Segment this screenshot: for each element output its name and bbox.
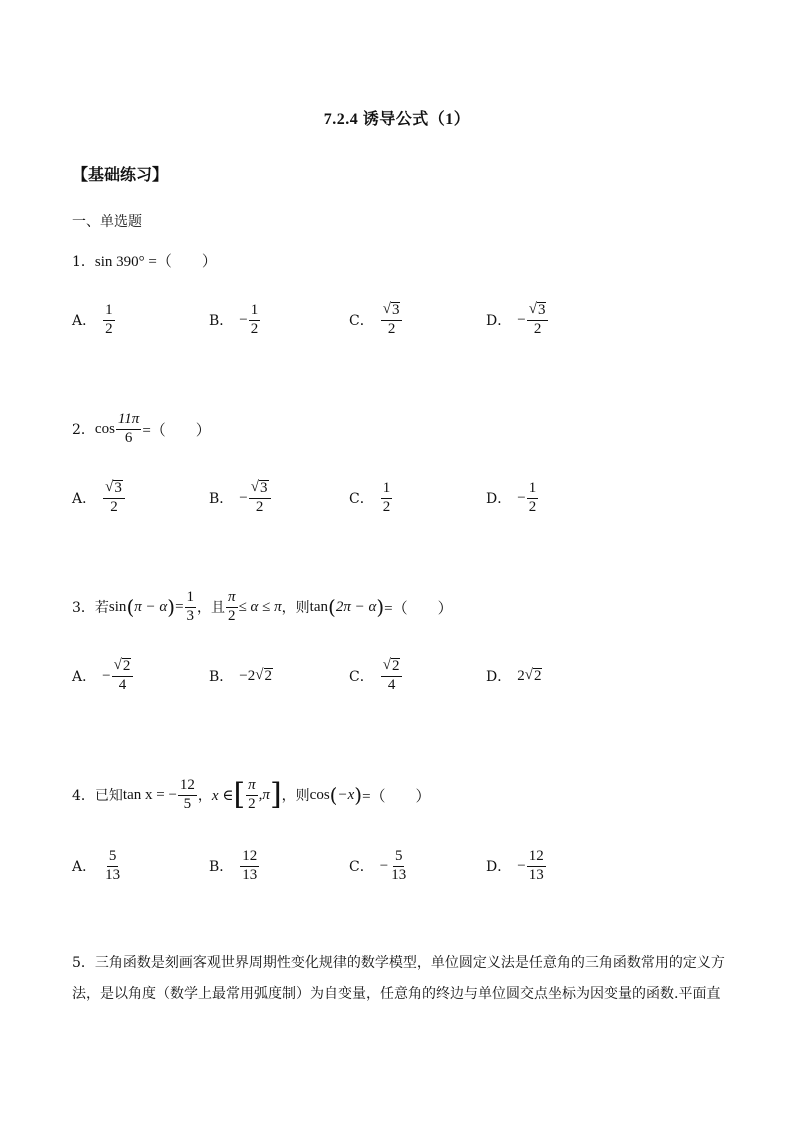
- question-4-number: 4．: [72, 788, 95, 805]
- q1-option-c[interactable]: [349, 300, 403, 340]
- fraction: $\frac{1}{2}$: [528, 479, 537, 515]
- option-letter: C．: [349, 859, 374, 875]
- option-letter: A．: [72, 313, 97, 329]
- q3-option-b[interactable]: [209, 656, 273, 696]
- minus-sign: −: [379, 857, 389, 874]
- option-letter: D．: [486, 313, 512, 329]
- q2-option-b[interactable]: [209, 478, 272, 518]
- q1-option-a[interactable]: [72, 300, 116, 340]
- minus-sign: −: [102, 667, 111, 684]
- text-yizhi: 已知: [94, 788, 123, 805]
- tan-expression: tan x = −: [122, 786, 177, 803]
- fraction: $\frac{\pi}{2}$: [228, 589, 236, 624]
- q2-option-d[interactable]: [486, 478, 539, 518]
- q3-option-c[interactable]: [349, 656, 403, 696]
- q4-option-b[interactable]: [209, 846, 260, 886]
- sqrt: √ 3: [382, 301, 400, 319]
- question-2: [72, 412, 211, 447]
- sqrt: √ 3: [528, 301, 546, 319]
- fraction: $\frac{12}{13}$: [242, 847, 258, 883]
- sqrt: √ 2: [255, 666, 272, 684]
- text-ze: ，则: [281, 788, 310, 805]
- right-paren: ): [167, 595, 176, 620]
- fraction: √ 3 2: [103, 480, 125, 516]
- minus-sign: −: [517, 857, 526, 874]
- fraction: √ 3 2: [249, 480, 271, 516]
- sin-argument: π − α: [134, 598, 168, 615]
- minus-sign: −: [517, 311, 526, 328]
- sqrt: √ 2: [113, 657, 131, 675]
- cos-function: cos: [94, 420, 115, 437]
- option-letter: A．: [72, 669, 97, 685]
- inequality: ≤ α ≤ π: [238, 598, 282, 615]
- question-5-text: 5．三角函数是刻画客观世界周期性变化规律的数学模型，单位圆定义法是任意角的三角函数常用的定义方法，是以角度（数学上最常用弧度制）为自变量，任意角的终边与单位圆交点坐标为因变量的函数.平面直: [72, 955, 725, 1002]
- fraction: $\frac{12}{13}$: [528, 847, 544, 883]
- q2-option-c[interactable]: [349, 478, 393, 518]
- question-2-options: [72, 478, 732, 518]
- fraction: $\frac{1}{2}$: [105, 301, 113, 337]
- fraction: $\frac{11\pi}{6}$: [117, 411, 140, 446]
- fraction: √ 2 4: [381, 658, 403, 694]
- sqrt: √ 3: [105, 479, 122, 497]
- question-1: [72, 250, 217, 271]
- text-ze: ，则: [281, 600, 310, 617]
- question-1-stem: sin 390° =（ ）: [94, 254, 217, 270]
- question-3-number: 3．: [72, 600, 95, 617]
- question-1-number: 1．: [72, 253, 95, 270]
- text-ruo: 若: [94, 600, 109, 617]
- question-2-tail: =（ ）: [142, 422, 211, 439]
- coefficient: 2: [517, 667, 525, 684]
- question-3: [72, 590, 453, 625]
- question-4-tail: =（ ）: [362, 788, 431, 805]
- left-paren: (: [329, 783, 338, 808]
- option-letter: C．: [349, 313, 374, 329]
- tan-argument: 2π − α: [335, 598, 377, 615]
- fraction: $\frac{1}{3}$: [186, 589, 195, 624]
- minus-sign: −: [517, 489, 526, 506]
- question-3-tail: =（ ）: [384, 600, 453, 617]
- question-4: [72, 778, 431, 813]
- option-letter: D．: [486, 669, 512, 685]
- section-heading: 【基础练习】: [72, 165, 169, 184]
- q2-option-a[interactable]: [72, 478, 126, 518]
- left-paren: (: [328, 595, 336, 620]
- left-paren: (: [126, 595, 135, 620]
- option-letter: B．: [209, 313, 234, 329]
- option-letter: C．: [349, 669, 374, 685]
- question-3-options: [72, 656, 732, 696]
- left-bracket: [: [233, 777, 246, 813]
- option-letter: D．: [486, 491, 512, 507]
- option-letter: D．: [486, 859, 512, 875]
- option-letter: A．: [72, 859, 97, 875]
- option-letter: B．: [209, 859, 234, 875]
- coefficient: −2: [239, 667, 256, 684]
- right-paren: ): [376, 595, 385, 620]
- fraction: $\frac{1}{2}$: [250, 301, 259, 337]
- comma: ，: [197, 788, 212, 805]
- fraction: $\frac{\pi}{2}$: [248, 777, 256, 812]
- option-letter: B．: [209, 669, 234, 685]
- x-in: x ∈: [211, 787, 234, 804]
- q4-option-d[interactable]: [486, 846, 547, 886]
- fraction: $\frac{5}{13}$: [391, 847, 407, 883]
- fraction: √ 2 4: [112, 658, 134, 694]
- sin-function: sin: [108, 598, 127, 615]
- q1-option-b[interactable]: [209, 300, 261, 340]
- q4-option-c[interactable]: [349, 846, 409, 886]
- fraction: √ 3 2: [381, 302, 403, 338]
- text-qie: ，且: [197, 600, 226, 617]
- question-4-options: [72, 846, 732, 886]
- sqrt: √ 2: [382, 657, 400, 675]
- minus-sign: −: [239, 489, 248, 506]
- option-letter: B．: [209, 491, 234, 507]
- page-title: 7.2.4 诱导公式（1）: [323, 111, 471, 128]
- fraction: $\frac{12}{5}$: [179, 777, 195, 812]
- option-letter: A．: [72, 491, 97, 507]
- equals-sign: =: [175, 598, 184, 615]
- cos-argument: −x: [337, 786, 355, 803]
- sqrt: √ 2: [524, 666, 542, 684]
- option-letter: C．: [349, 491, 374, 507]
- interval-end: ,π: [258, 786, 270, 803]
- question-2-number: 2．: [72, 422, 95, 439]
- fraction: $\frac{5}{13}$: [105, 847, 121, 883]
- minus-sign: −: [239, 311, 248, 328]
- right-bracket: ]: [269, 777, 282, 813]
- subsection-heading: 一、单选题: [72, 214, 142, 230]
- fraction: √ 3 2: [527, 302, 549, 338]
- q4-option-a[interactable]: [72, 846, 123, 886]
- q3-option-d[interactable]: [486, 656, 542, 696]
- right-paren: ): [354, 783, 363, 808]
- fraction: $\frac{1}{2}$: [382, 479, 391, 515]
- q3-option-a[interactable]: [72, 656, 134, 696]
- sqrt: √ 3: [250, 479, 268, 497]
- question-1-options: [72, 300, 732, 340]
- cos-function: cos: [309, 786, 330, 803]
- tan-function: tan: [309, 598, 328, 615]
- q1-option-d[interactable]: [486, 300, 549, 340]
